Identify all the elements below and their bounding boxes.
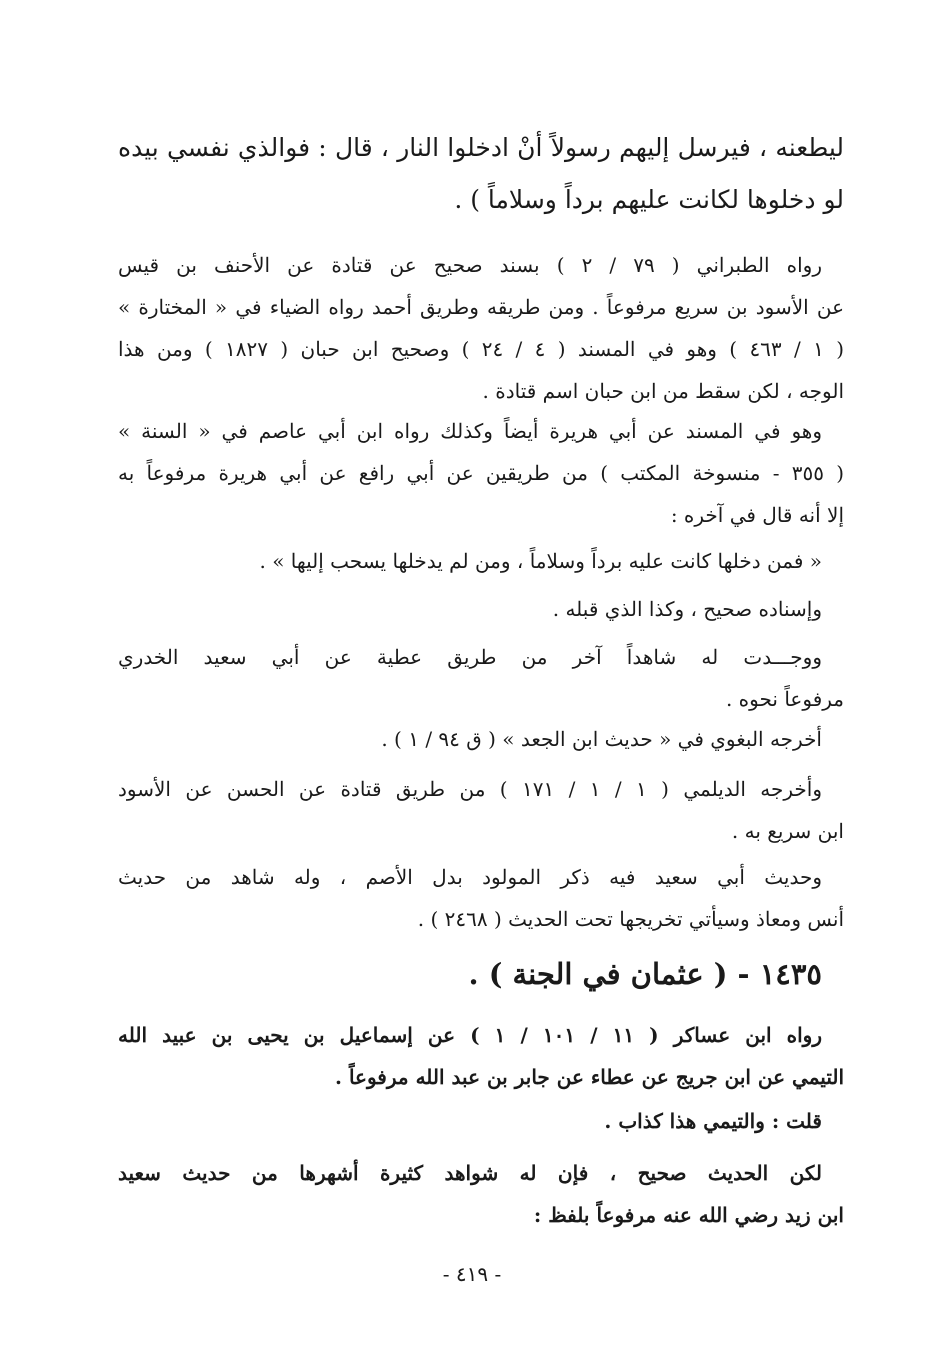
paragraph-11 [118,1100,844,1142]
text-line: لو دخلوها لكانت عليهم برداً وسلاماً ) . [454,185,844,214]
text-line: وأخرجه الديلمي ( ١ / ١ / ١٧١ ) من طريق قتادة عن الحسن عن الأسود [118,777,823,801]
text-line: التيمي عن ابن جريج عن عطاء عن جابر بن عبد الله مرفوعاً . [335,1065,844,1089]
page-number: - ٤١٩ - [442,1262,502,1286]
text-line: رواه الطبراني ( ٧٩ / ٢ ) بسند صحيح عن قتادة عن الأحنف بن قيس [118,253,822,277]
paragraph-7 [118,718,844,760]
text-line: لكن الحديث صحيح ، فإن له شواهد كثيرة أشهرها من حديث سعيد [118,1161,822,1185]
paragraph-5 [118,588,844,630]
text-line: ( ١ / ٤٦٣ ) وهو في المسند ( ٤ / ٢٤ ) وصحيح ابن حبان ( ١٨٢٧ ) ومن هذا [118,337,844,361]
paragraph-2 [118,244,844,412]
text-line: وهو في المسند عن أبي هريرة أيضاً وكذلك رواه ابن أبي عاصم في « السنة » [118,419,822,443]
quoted-text [118,540,844,582]
text-line: ( ٣٥٥ - منسوخة المكتب ) من طريقين عن أبي رافع عن أبي هريرة مرفوعاً به [118,461,844,485]
text-line: ابن سريع به . [731,819,844,843]
text-line: رواه ابن عساكر ( ١١ / ١٠١ / ١ ) عن إسماعيل بن يحيى بن عبيد الله [118,1023,823,1047]
paragraph-10 [118,1014,844,1098]
text-line: أنس ومعاذ وسيأتي تخريجها تحت الحديث ( ٢٤٦٨ ) . [417,907,844,931]
paragraph-12 [118,1152,844,1236]
hadith-heading [118,944,844,1004]
paragraph-6 [118,636,844,720]
text-line: وحديث أبي سعيد فيه ذكر المولود بدل الأصم ، وله شاهد من حديث [118,865,822,889]
text-line: إلا أنه قال في آخره : [670,503,844,527]
text-line: عن الأسود بن سريع مرفوعاً . ومن طريقه وطريق أحمد رواه الضياء في « المختارة » [118,295,844,319]
text-line: « فمن دخلها كانت عليه برداً وسلاماً ، ومن لم يدخلها يسحب إليها » . [259,549,822,573]
text-line: أخرجه البغوي في « حديث ابن الجعد » ( ق ٩٤ / ١ ) . [381,727,822,751]
text-line: ابن زيد رضي الله عنه مرفوعاً بلفظ : [533,1203,844,1227]
paragraph-1 [118,122,844,226]
text-line: مرفوعاً نحوه . [725,687,844,711]
text-line: ليطعنه ، فيرسل إليهم رسولاً أنْ ادخلوا النار ، قال : فوالذي نفسي بيده [118,133,844,162]
text-line: قلت : والتيمي هذا كذاب . [604,1109,822,1133]
paragraph-9 [118,856,844,940]
heading-text: ١٤٣٥ - ( عثمان في الجنة ) . [468,957,822,991]
text-line: ووجـــدت له شاهداً آخر من طريق عطية عن أبي سعيد الخدري [118,645,822,669]
paragraph-8 [118,768,844,852]
text-line: وإسناده صحيح ، وكذا الذي قبله . [552,597,822,621]
paragraph-3 [118,410,844,536]
text-line: الوجه ، لكن سقط من ابن حبان اسم قتادة . [482,379,844,403]
